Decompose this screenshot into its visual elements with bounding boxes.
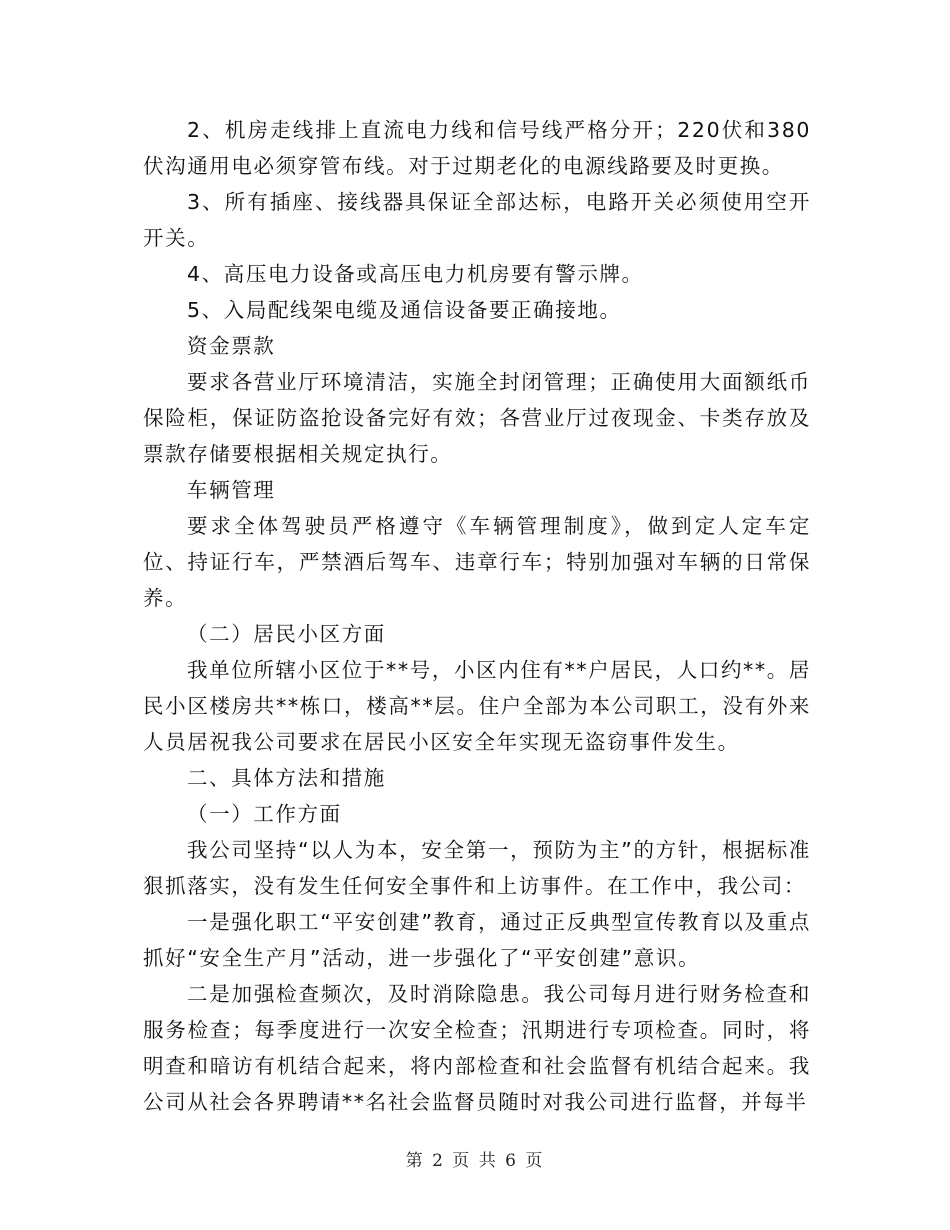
section-heading: 车辆管理 [187,478,276,502]
page-number-footer: 第 2 页 共 6 页 [405,1151,545,1171]
paragraph: 3、所有插座、接线器具保证全部达标，电路开关必须使用空开开关。 [143,190,811,250]
section-heading: 二、具体方法和措施 [187,766,386,790]
paragraph: 我公司坚持“以人为本，安全第一，预防为主”的方针，根据标准狠抓落实，没有发生任何安全事件和上访事件。在工作中，我公司： [143,838,811,898]
paragraph: 二是加强检查频次，及时消除隐患。我公司每月进行财务检查和服务检查；每季度进行一次安全检查；汛期进行专项检查。同时，将明查和暗访有机结合起来，将内部检查和社会监督有机结合起来。我公司从社会各界聘请**名社会监督员随时对我公司进行监督，并每半 [143,982,811,1114]
section-heading: （二）居民小区方面 [187,622,386,646]
paragraph: 4、高压电力设备或高压电力机房要有警示牌。 [187,262,644,286]
document-body [143,112,811,1120]
paragraph: 我单位所辖小区位于**号，小区内住有**户居民，人口约**。居民小区楼房共**栋口，楼高**层。住户全部为本公司职工，没有外来人员居祝我公司要求在居民小区安全年实现无盗窃事件发生。 [143,658,811,754]
paragraph: 一是强化职工“平安创建”教育，通过正反典型宣传教育以及重点抓好“安全生产月”活动，进一步强化了“平安创建”意识。 [143,910,811,970]
paragraph: 要求各营业厅环境清洁，实施全封闭管理；正确使用大面额纸币保险柜，保证防盗抢设备完好有效；各营业厅过夜现金、卡类存放及票款存储要根据相关规定执行。 [143,370,811,466]
paragraph: 2、机房走线排上直流电力线和信号线严格分开；220伏和380伏沟通用电必须穿管布线。对于过期老化的电源线路要及时更换。 [143,118,811,178]
paragraph: 5、入局配线架电缆及通信设备要正确接地。 [187,298,622,322]
paragraph: 要求全体驾驶员严格遵守《车辆管理制度》，做到定人定车定位、持证行车，严禁酒后驾车、违章行车；特别加强对车辆的日常保养。 [143,514,811,610]
section-heading: 资金票款 [187,334,276,358]
section-heading: （一）工作方面 [187,802,342,826]
